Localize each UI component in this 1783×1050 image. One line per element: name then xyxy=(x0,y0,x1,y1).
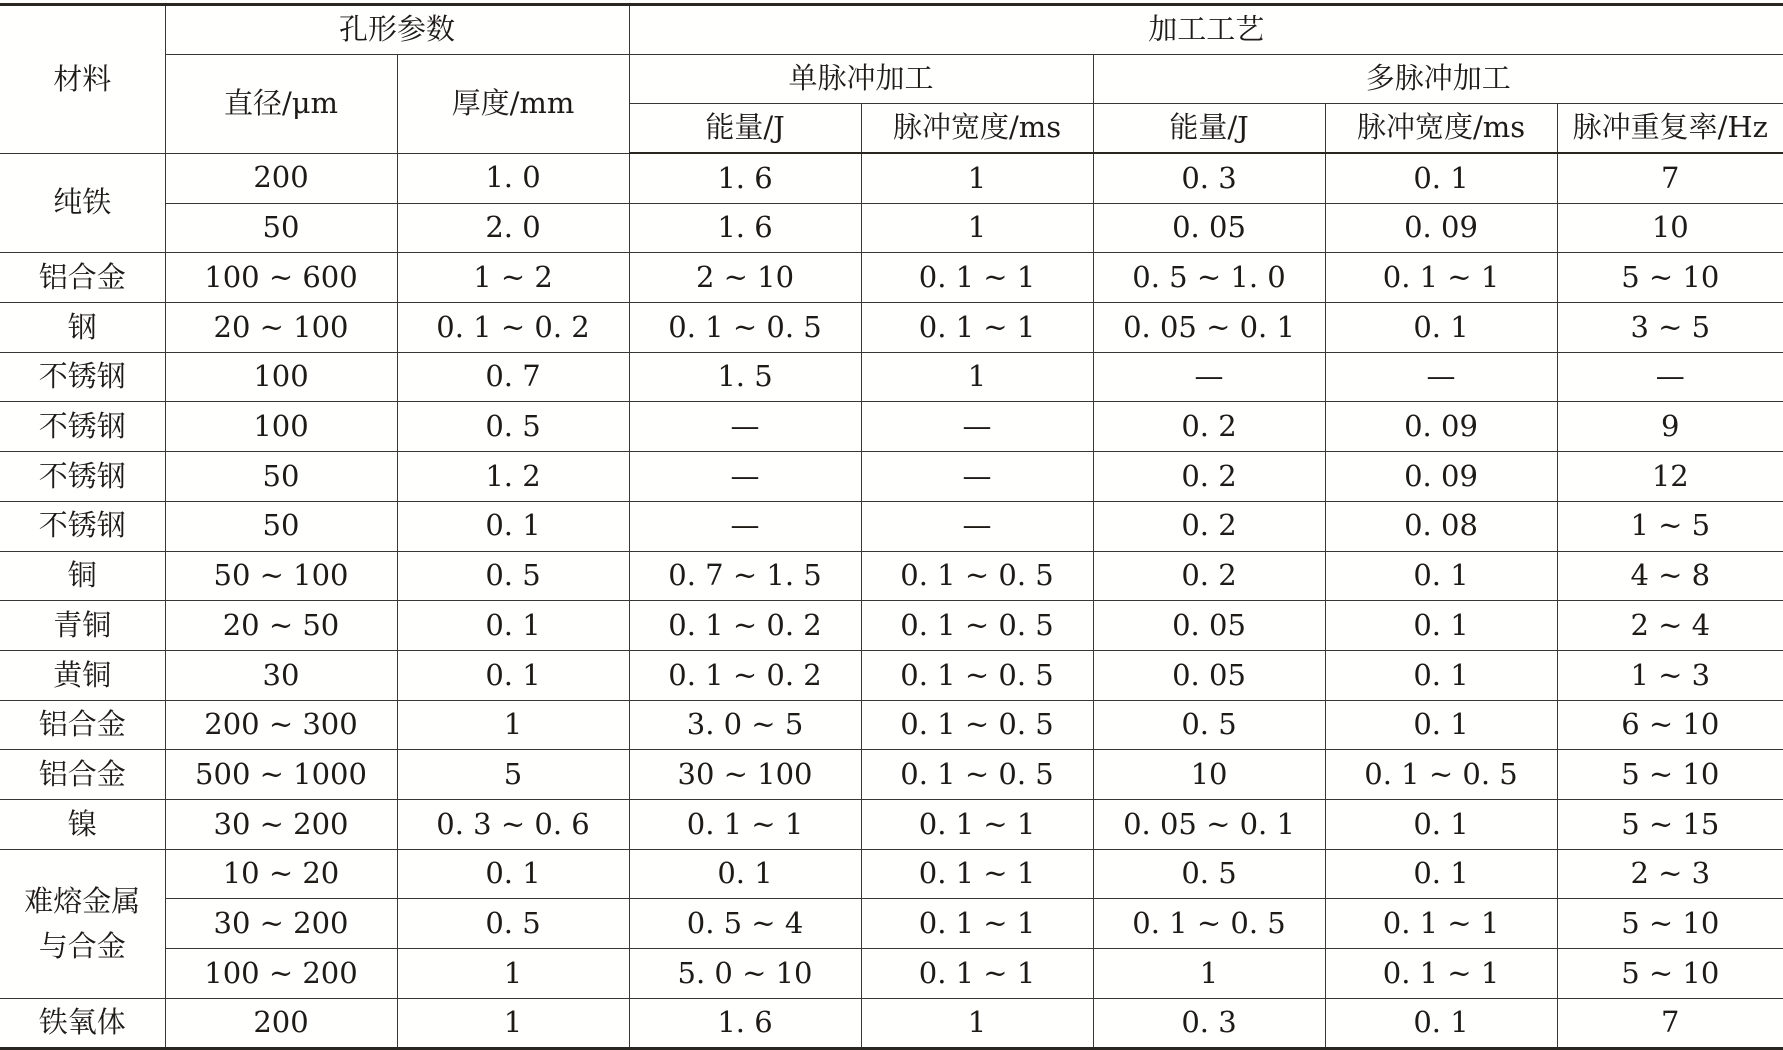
cell-material: 不锈钢 xyxy=(0,501,165,551)
cell-mp-energy: 0. 2 xyxy=(1093,452,1325,502)
cell-mp-energy: 0. 2 xyxy=(1093,402,1325,452)
cell-mp-rate: 1 ~ 3 xyxy=(1557,650,1783,700)
cell-mp-rate: — xyxy=(1557,352,1783,402)
cell-mp-energy: 0. 5 xyxy=(1093,700,1325,750)
cell-mp-energy: 1 xyxy=(1093,949,1325,999)
cell-thickness: 0. 7 xyxy=(397,352,629,402)
cell-mp-energy: 10 xyxy=(1093,750,1325,800)
cell-sp-width: 1 xyxy=(861,203,1093,253)
cell-mp-energy: 0. 1 ~ 0. 5 xyxy=(1093,899,1325,949)
cell-mp-energy: 0. 2 xyxy=(1093,551,1325,601)
cell-sp-width: 0. 1 ~ 0. 5 xyxy=(861,551,1093,601)
header-mp-width: 脉冲宽度/ms xyxy=(1325,104,1557,154)
table-row xyxy=(0,998,1783,1049)
cell-sp-width: 0. 1 ~ 1 xyxy=(861,799,1093,849)
cell-mp-width: 0. 1 ~ 1 xyxy=(1325,899,1557,949)
table-row xyxy=(0,700,1783,750)
cell-mp-energy: 0. 05 xyxy=(1093,203,1325,253)
header-row-2 xyxy=(0,55,1783,104)
table-row xyxy=(0,352,1783,402)
cell-diameter: 100 xyxy=(165,352,397,402)
material-line: 与合金 xyxy=(38,928,126,963)
cell-sp-energy: 0. 7 ~ 1. 5 xyxy=(629,551,861,601)
cell-mp-width: 0. 1 xyxy=(1325,303,1557,353)
cell-mp-energy: 0. 3 xyxy=(1093,998,1325,1049)
cell-material: 不锈钢 xyxy=(0,352,165,402)
cell-thickness: 0. 1 ~ 0. 2 xyxy=(397,303,629,353)
cell-mp-rate: 1 ~ 5 xyxy=(1557,501,1783,551)
cell-thickness: 0. 5 xyxy=(397,551,629,601)
cell-sp-width: 0. 1 ~ 1 xyxy=(861,849,1093,899)
cell-mp-rate: 5 ~ 10 xyxy=(1557,253,1783,303)
cell-sp-width: 0. 1 ~ 1 xyxy=(861,899,1093,949)
cell-mp-energy: 0. 05 xyxy=(1093,601,1325,651)
cell-sp-energy: 1. 5 xyxy=(629,352,861,402)
cell-mp-width: 0. 09 xyxy=(1325,452,1557,502)
cell-sp-energy: 1. 6 xyxy=(629,998,861,1049)
cell-mp-width: 0. 1 ~ 0. 5 xyxy=(1325,750,1557,800)
cell-diameter: 50 xyxy=(165,452,397,502)
cell-mp-rate: 5 ~ 15 xyxy=(1557,799,1783,849)
header-hole-params: 孔形参数 xyxy=(165,5,629,55)
cell-diameter: 50 xyxy=(165,203,397,253)
table-row xyxy=(0,153,1783,203)
cell-mp-width: 0. 1 xyxy=(1325,551,1557,601)
cell-sp-energy: — xyxy=(629,452,861,502)
header-process: 加工工艺 xyxy=(629,5,1783,55)
cell-mp-energy: 0. 05 xyxy=(1093,650,1325,700)
cell-mp-energy: 0. 5 ~ 1. 0 xyxy=(1093,253,1325,303)
header-sp-energy: 能量/J xyxy=(629,104,861,154)
table-row xyxy=(0,799,1783,849)
cell-mp-width: 0. 1 ~ 1 xyxy=(1325,253,1557,303)
cell-sp-width: 1 xyxy=(861,153,1093,203)
cell-sp-energy: 30 ~ 100 xyxy=(629,750,861,800)
cell-mp-rate: 7 xyxy=(1557,998,1783,1049)
cell-mp-width: 0. 1 xyxy=(1325,601,1557,651)
header-diameter: 直径/μm xyxy=(165,55,397,154)
cell-thickness: 0. 1 xyxy=(397,501,629,551)
cell-sp-energy: 0. 1 xyxy=(629,849,861,899)
cell-diameter: 10 ~ 20 xyxy=(165,849,397,899)
cell-sp-energy: 0. 1 ~ 0. 5 xyxy=(629,303,861,353)
cell-diameter: 100 ~ 600 xyxy=(165,253,397,303)
cell-thickness: 1 xyxy=(397,949,629,999)
cell-mp-width: 0. 08 xyxy=(1325,501,1557,551)
cell-mp-energy: 0. 05 ~ 0. 1 xyxy=(1093,799,1325,849)
header-multi-pulse: 多脉冲加工 xyxy=(1093,55,1783,104)
header-single-pulse: 单脉冲加工 xyxy=(629,55,1093,104)
cell-mp-rate: 4 ~ 8 xyxy=(1557,551,1783,601)
cell-sp-energy: 0. 1 ~ 1 xyxy=(629,799,861,849)
cell-thickness: 1 xyxy=(397,700,629,750)
cell-mp-rate: 3 ~ 5 xyxy=(1557,303,1783,353)
cell-diameter: 100 ~ 200 xyxy=(165,949,397,999)
cell-thickness: 5 xyxy=(397,750,629,800)
cell-material: 不锈钢 xyxy=(0,452,165,502)
table-row xyxy=(0,650,1783,700)
table-row xyxy=(0,849,1783,899)
table-row xyxy=(0,303,1783,353)
header-sp-width: 脉冲宽度/ms xyxy=(861,104,1093,154)
cell-material: 铁氧体 xyxy=(0,998,165,1049)
cell-sp-width: 0. 1 ~ 1 xyxy=(861,253,1093,303)
cell-sp-energy: 3. 0 ~ 5 xyxy=(629,700,861,750)
cell-diameter: 50 xyxy=(165,501,397,551)
cell-mp-rate: 12 xyxy=(1557,452,1783,502)
cell-material: 青铜 xyxy=(0,601,165,651)
cell-sp-width: 1 xyxy=(861,352,1093,402)
cell-thickness: 0. 1 xyxy=(397,601,629,651)
cell-mp-rate: 5 ~ 10 xyxy=(1557,750,1783,800)
cell-mp-width: 0. 1 xyxy=(1325,153,1557,203)
cell-material: 不锈钢 xyxy=(0,402,165,452)
cell-sp-width: 0. 1 ~ 1 xyxy=(861,303,1093,353)
cell-mp-width: 0. 1 xyxy=(1325,700,1557,750)
cell-material: 黄铜 xyxy=(0,650,165,700)
cell-sp-energy: — xyxy=(629,501,861,551)
cell-sp-width: 0. 1 ~ 0. 5 xyxy=(861,700,1093,750)
cell-mp-energy: 0. 05 ~ 0. 1 xyxy=(1093,303,1325,353)
table-row xyxy=(0,899,1783,949)
cell-mp-energy: — xyxy=(1093,352,1325,402)
cell-mp-width: 0. 09 xyxy=(1325,402,1557,452)
cell-mp-rate: 5 ~ 10 xyxy=(1557,949,1783,999)
cell-mp-width: — xyxy=(1325,352,1557,402)
cell-mp-rate: 2 ~ 4 xyxy=(1557,601,1783,651)
cell-mp-width: 0. 1 xyxy=(1325,799,1557,849)
cell-mp-rate: 9 xyxy=(1557,402,1783,452)
table-row xyxy=(0,551,1783,601)
cell-material: 铝合金 xyxy=(0,700,165,750)
cell-diameter: 500 ~ 1000 xyxy=(165,750,397,800)
cell-thickness: 2. 0 xyxy=(397,203,629,253)
cell-sp-energy: 1. 6 xyxy=(629,153,861,203)
cell-material: 铝合金 xyxy=(0,253,165,303)
cell-sp-width: 0. 1 ~ 1 xyxy=(861,949,1093,999)
cell-material-group: 纯铁 xyxy=(0,153,165,253)
cell-sp-energy: 2 ~ 10 xyxy=(629,253,861,303)
cell-sp-energy: 1. 6 xyxy=(629,203,861,253)
cell-sp-width: 1 xyxy=(861,998,1093,1049)
header-mp-energy: 能量/J xyxy=(1093,104,1325,154)
table-row xyxy=(0,253,1783,303)
cell-diameter: 20 ~ 50 xyxy=(165,601,397,651)
cell-sp-width: — xyxy=(861,402,1093,452)
cell-material-group xyxy=(0,849,165,998)
table-row xyxy=(0,452,1783,502)
cell-sp-energy: 0. 1 ~ 0. 2 xyxy=(629,650,861,700)
header-thickness: 厚度/mm xyxy=(397,55,629,154)
cell-diameter: 30 ~ 200 xyxy=(165,899,397,949)
cell-mp-rate: 5 ~ 10 xyxy=(1557,899,1783,949)
cell-thickness: 1 xyxy=(397,998,629,1049)
cell-mp-width: 0. 09 xyxy=(1325,203,1557,253)
cell-sp-energy: 5. 0 ~ 10 xyxy=(629,949,861,999)
cell-diameter: 200 xyxy=(165,998,397,1049)
material-line: 难熔金属 xyxy=(24,883,141,918)
table-row xyxy=(0,750,1783,800)
cell-sp-energy: 0. 5 ~ 4 xyxy=(629,899,861,949)
cell-mp-energy: 0. 5 xyxy=(1093,849,1325,899)
cell-thickness: 1. 2 xyxy=(397,452,629,502)
table-body xyxy=(0,5,1783,1049)
cell-mp-width: 0. 1 ~ 1 xyxy=(1325,949,1557,999)
cell-thickness: 1. 0 xyxy=(397,153,629,203)
cell-diameter: 100 xyxy=(165,402,397,452)
cell-thickness: 0. 5 xyxy=(397,899,629,949)
cell-material: 铝合金 xyxy=(0,750,165,800)
cell-diameter: 20 ~ 100 xyxy=(165,303,397,353)
cell-mp-energy: 0. 3 xyxy=(1093,153,1325,203)
cell-diameter: 50 ~ 100 xyxy=(165,551,397,601)
cell-diameter: 200 ~ 300 xyxy=(165,700,397,750)
table-row xyxy=(0,601,1783,651)
cell-sp-width: — xyxy=(861,452,1093,502)
header-row-1 xyxy=(0,5,1783,55)
cell-mp-rate: 6 ~ 10 xyxy=(1557,700,1783,750)
cell-mp-width: 0. 1 xyxy=(1325,849,1557,899)
cell-sp-energy: 0. 1 ~ 0. 2 xyxy=(629,601,861,651)
cell-mp-energy: 0. 2 xyxy=(1093,501,1325,551)
cell-mp-rate: 10 xyxy=(1557,203,1783,253)
header-mp-rate: 脉冲重复率/Hz xyxy=(1557,104,1783,154)
cell-sp-energy: — xyxy=(629,402,861,452)
cell-material: 镍 xyxy=(0,799,165,849)
cell-thickness: 0. 3 ~ 0. 6 xyxy=(397,799,629,849)
cell-sp-width: 0. 1 ~ 0. 5 xyxy=(861,650,1093,700)
table-row xyxy=(0,949,1783,999)
cell-mp-rate: 7 xyxy=(1557,153,1783,203)
laser-drilling-parameters-table xyxy=(0,3,1783,1050)
header-material: 材料 xyxy=(0,5,165,154)
cell-mp-rate: 2 ~ 3 xyxy=(1557,849,1783,899)
cell-mp-width: 0. 1 xyxy=(1325,650,1557,700)
cell-thickness: 0. 5 xyxy=(397,402,629,452)
cell-thickness: 1 ~ 2 xyxy=(397,253,629,303)
cell-diameter: 200 xyxy=(165,153,397,203)
table-row xyxy=(0,501,1783,551)
cell-sp-width: 0. 1 ~ 0. 5 xyxy=(861,601,1093,651)
cell-diameter: 30 xyxy=(165,650,397,700)
cell-diameter: 30 ~ 200 xyxy=(165,799,397,849)
table-row xyxy=(0,203,1783,253)
cell-sp-width: — xyxy=(861,501,1093,551)
cell-material: 钢 xyxy=(0,303,165,353)
cell-mp-width: 0. 1 xyxy=(1325,998,1557,1049)
cell-thickness: 0. 1 xyxy=(397,650,629,700)
table-row xyxy=(0,402,1783,452)
cell-sp-width: 0. 1 ~ 0. 5 xyxy=(861,750,1093,800)
cell-material: 铜 xyxy=(0,551,165,601)
cell-thickness: 0. 1 xyxy=(397,849,629,899)
